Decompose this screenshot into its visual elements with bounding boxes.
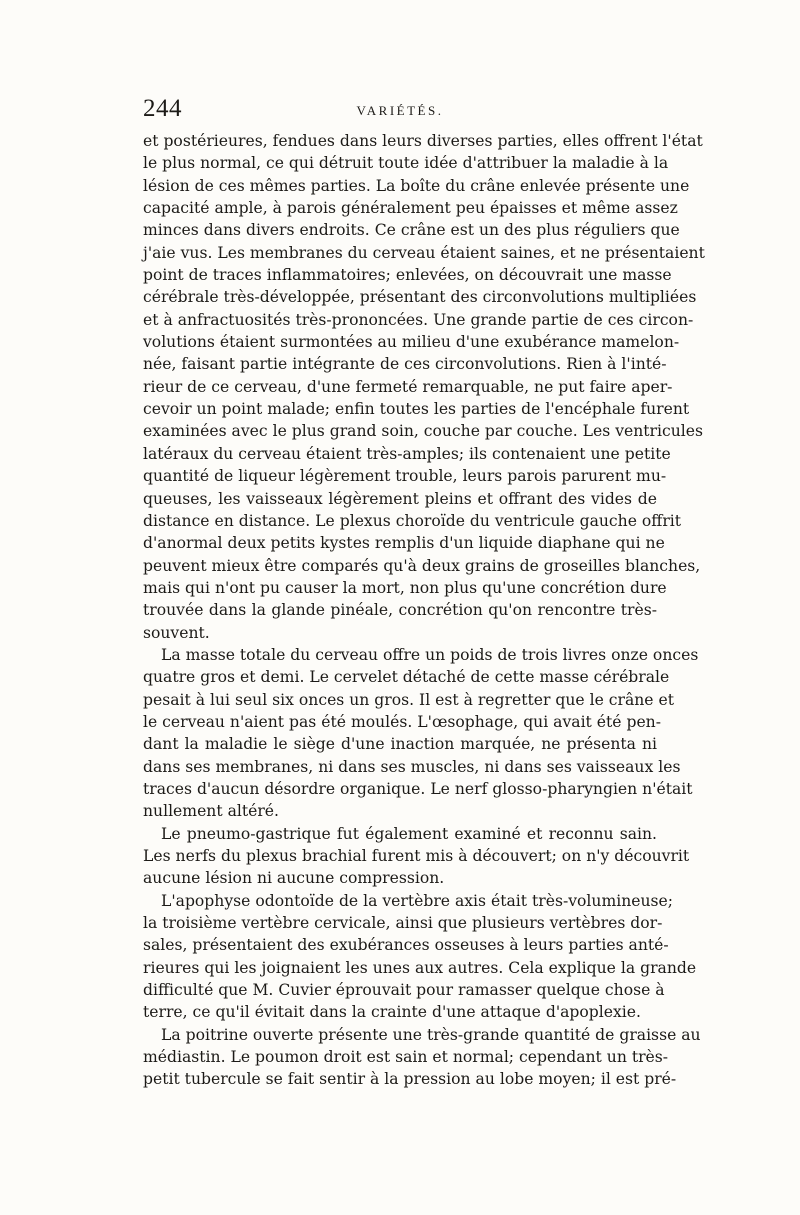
- text-line: née, faisant partie intégrante de ces circonvolutions. Rien à l'inté-: [143, 355, 667, 374]
- text-line: j'aie vus. Les membranes du cerveau étaient saines, et ne présentaient: [143, 243, 705, 262]
- text-line: mais qui n'ont pu causer la mort, non plus qu'une concrétion dure: [143, 578, 667, 597]
- body-text: [143, 130, 705, 1091]
- text-line: nullement altéré.: [143, 802, 279, 821]
- text-line: point de traces inflammatoires; enlevées, on découvrait une masse: [143, 266, 672, 285]
- text-line: dant la maladie le siège d'une inaction marquée, ne présenta ni: [143, 735, 657, 754]
- text-line: minces dans divers endroits. Ce crâne est un des plus réguliers que: [143, 221, 680, 240]
- text-line: médiastin. Le poumon droit est sain et normal; cependant un très-: [143, 1048, 669, 1067]
- text-line: pesait à lui seul six onces un gros. Il est à regretter que le crâne et: [143, 690, 674, 709]
- text-line: La masse totale du cerveau offre un poids de trois livres onze onces: [161, 645, 699, 664]
- text-line: peuvent mieux être comparés qu'à deux grains de groseilles blanches,: [143, 556, 701, 575]
- text-line: rieur de ce cerveau, d'une fermeté remarquable, ne put faire aper-: [143, 377, 673, 396]
- text-line: petit tubercule se fait sentir à la pression au lobe moyen; il est pré-: [143, 1070, 677, 1089]
- text-line: trouvée dans la glande pinéale, concrétion qu'on rencontre très-: [143, 601, 657, 620]
- paragraph: [143, 1024, 701, 1091]
- text-line: L'apophyse odontoïde de la vertèbre axis était très-volumineuse;: [161, 891, 674, 910]
- text-line: sales, présentaient des exubérances osseuses à leurs parties anté-: [143, 936, 669, 955]
- text-line: examinées avec le plus grand soin, couche par couche. Les ventricules: [143, 422, 703, 441]
- text-line: quantité de liqueur légèrement trouble, leurs parois parurent mu-: [143, 467, 667, 486]
- text-line: cérébrale très-développée, présentant des circonvolutions multipliées: [143, 288, 697, 307]
- text-line: le plus normal, ce qui détruit toute idée d'attribuer la maladie à la: [143, 154, 669, 173]
- text-line: et postérieures, fendues dans leurs diverses parties, elles offrent l'état: [143, 132, 703, 150]
- paragraph: [143, 823, 690, 890]
- text-line: distance en distance. Le plexus choroïde du ventricule gauche offrit: [143, 511, 682, 530]
- text-line: terre, ce qu'il évitait dans la crainte d'une attaque d'apoplexie.: [143, 1003, 641, 1022]
- text-line: souvent.: [143, 623, 210, 642]
- text-line: queuses, les vaisseaux légèrement pleins et offrant des vides de: [143, 489, 657, 508]
- page-header: [143, 95, 657, 127]
- text-line: volutions étaient surmontées au milieu d'une exubérance mamelon-: [143, 333, 680, 352]
- text-line: aucune lésion ni aucune compression.: [143, 869, 445, 888]
- text-line: lésion de ces mêmes parties. La boîte du crâne enlevée présente une: [143, 176, 690, 195]
- text-line: traces d'aucun désordre organique. Le nerf glosso-pharyngien n'était: [143, 779, 693, 798]
- page-number: 244: [143, 95, 182, 122]
- paragraph: [143, 644, 699, 823]
- text-line: cevoir un point malade; enfin toutes les parties de l'encéphale furent: [143, 400, 690, 419]
- text-line: latéraux du cerveau étaient très-amples; ils contenaient une petite: [143, 444, 671, 463]
- text-line: Les nerfs du plexus brachial furent mis à découvert; on n'y découvrit: [143, 847, 690, 865]
- text-line: et à anfractuosités très-prononcées. Une grande partie de ces circon-: [143, 310, 694, 329]
- paragraph: [143, 130, 705, 644]
- text-line: difficulté que M. Cuvier éprouvait pour ramasser quelque chose à: [143, 981, 665, 1000]
- text-line: Le pneumo-gastrique fut également examiné et reconnu sain.: [161, 824, 657, 843]
- paragraph: [143, 890, 697, 1024]
- running-head: VARIÉTÉS.: [356, 103, 444, 118]
- text-line: capacité ample, à parois généralement peu épaisses et même assez: [143, 199, 678, 218]
- text-line: la troisième vertèbre cervicale, ainsi que plusieurs vertèbres dor-: [143, 914, 663, 933]
- text-line: le cerveau n'aient pas été moulés. L'œsophage, qui avait été pen-: [143, 712, 661, 731]
- text-line: dans ses membranes, ni dans ses muscles, ni dans ses vaisseaux les: [143, 757, 681, 776]
- text-line: La poitrine ouverte présente une très-grande quantité de graisse au: [161, 1025, 701, 1044]
- text-line: rieures qui les joignaient les unes aux autres. Cela explique la grande: [143, 958, 697, 977]
- text-line: quatre gros et demi. Le cervelet détaché de cette masse cérébrale: [143, 668, 670, 687]
- text-line: d'anormal deux petits kystes remplis d'un liquide diaphane qui ne: [143, 534, 665, 553]
